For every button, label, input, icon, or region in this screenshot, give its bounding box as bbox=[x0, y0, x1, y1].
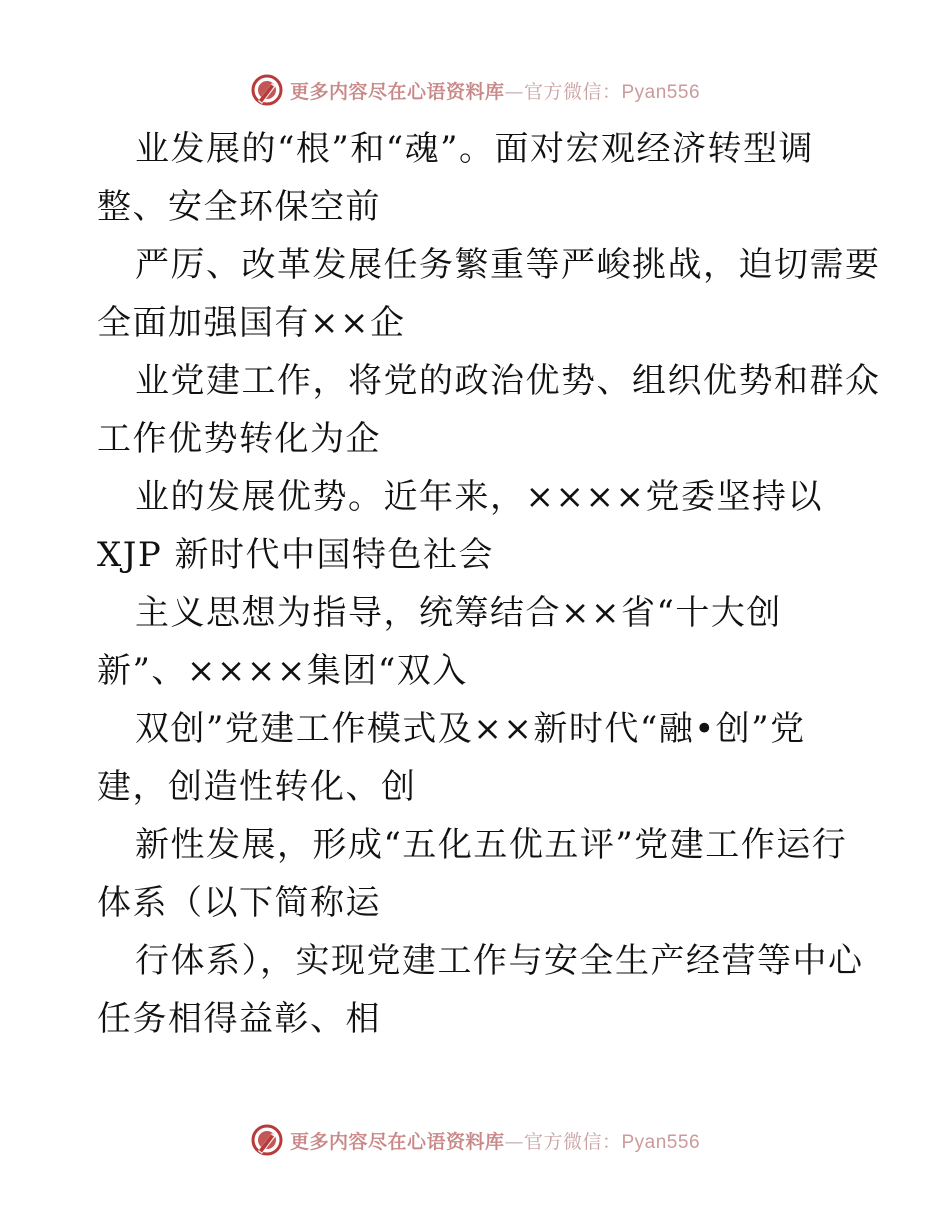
body-line: 双创”党建工作模式及××新时代“融•创”党 bbox=[135, 709, 806, 749]
watermark-main-text: 更多内容尽在心语资料库 bbox=[289, 1130, 505, 1153]
watermark-text bbox=[290, 77, 700, 104]
body-line: 业发展的“根”和“魂”。面对宏观经济转型调 bbox=[135, 129, 815, 169]
body-line: 严厉、改革发展任务繁重等严峻挑战，迫切需要 bbox=[135, 245, 881, 285]
footer-watermark bbox=[0, 1120, 950, 1160]
watermark-label: 官方微信： bbox=[523, 1130, 622, 1153]
document-body bbox=[97, 120, 881, 1048]
watermark-separator: — bbox=[504, 80, 524, 103]
watermark-separator: — bbox=[504, 1130, 524, 1153]
body-line: 业党建工作，将党的政治优势、组织优势和群众 bbox=[135, 361, 881, 401]
watermark-handle: Pyan556 bbox=[621, 81, 701, 103]
watermark-handle: Pyan556 bbox=[621, 1131, 701, 1153]
watermark-text bbox=[290, 1127, 700, 1154]
watermark-label: 官方微信： bbox=[523, 80, 622, 103]
body-line: 任务相得益彰、相 bbox=[97, 999, 381, 1039]
red-pen-circle-icon bbox=[250, 1123, 284, 1157]
body-line: 新”、××××集团“双入 bbox=[97, 651, 468, 691]
body-line: 行体系），实现党建工作与安全生产经营等中心 bbox=[135, 941, 864, 981]
body-line: XJP 新时代中国特色社会 bbox=[97, 535, 495, 575]
red-pen-circle-icon bbox=[250, 73, 284, 107]
body-line: 新性发展，形成“五化五优五评”党建工作运行 bbox=[135, 825, 848, 865]
body-line: 工作优势转化为企 bbox=[97, 419, 381, 459]
watermark-main-text: 更多内容尽在心语资料库 bbox=[289, 80, 505, 103]
body-line: 全面加强国有××企 bbox=[97, 303, 406, 343]
body-line: 业的发展优势。近年来，××××党委坚持以 bbox=[135, 477, 823, 517]
body-line: 体系（以下简称运 bbox=[97, 883, 381, 923]
header-watermark bbox=[0, 70, 950, 110]
body-line: 建，创造性转化、创 bbox=[97, 767, 417, 807]
body-line: 整、安全环保空前 bbox=[97, 187, 381, 227]
body-line: 主义思想为指导，统筹结合××省“十大创 bbox=[135, 593, 782, 633]
